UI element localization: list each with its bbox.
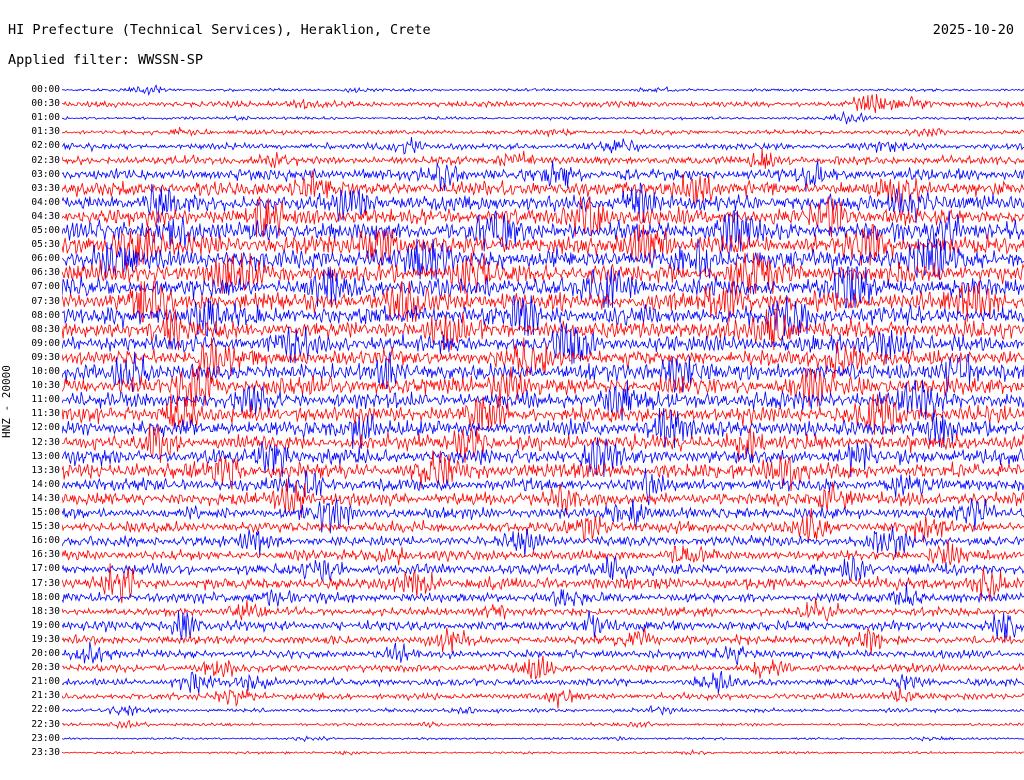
time-tick-label: 01:00	[31, 112, 60, 124]
record-date: 2025-10-20	[932, 22, 1014, 38]
time-tick-label: 09:30	[31, 351, 60, 363]
time-tick-label: 10:30	[31, 380, 60, 392]
trace-line	[62, 526, 1024, 557]
time-tick-label: 11:00	[31, 394, 60, 406]
time-tick-label: 11:30	[31, 408, 60, 420]
time-tick-label: 03:30	[31, 182, 60, 194]
trace-line	[62, 687, 1024, 708]
time-tick-label: 17:00	[31, 563, 60, 575]
time-tick-label: 16:00	[31, 535, 60, 547]
trace-line	[62, 736, 1024, 741]
time-tick-label: 18:30	[31, 605, 60, 617]
time-tick-label: 12:30	[31, 436, 60, 448]
trace-line	[62, 468, 1024, 505]
time-tick-label: 17:30	[31, 577, 60, 589]
trace-line	[62, 627, 1024, 654]
trace-line	[62, 555, 1024, 581]
time-tick-label: 14:00	[31, 478, 60, 490]
trace-line	[62, 598, 1024, 621]
time-tick-label: 00:00	[31, 84, 60, 95]
trace-line	[62, 750, 1024, 755]
time-tick-label: 15:30	[31, 521, 60, 533]
time-tick-label: 05:00	[31, 225, 60, 236]
trace-line	[62, 508, 1024, 542]
time-tick-label: 12:00	[31, 422, 60, 434]
trace-line	[62, 656, 1024, 679]
trace-line	[62, 85, 1024, 94]
time-tick-label: 01:30	[31, 126, 60, 138]
time-tick-label: 10:00	[31, 366, 60, 377]
time-tick-label: 15:00	[31, 507, 60, 518]
time-tick-label: 19:00	[31, 619, 60, 631]
applied-filter-label: Applied filter: WWSSN-SP	[8, 52, 204, 68]
time-tick-label: 23:00	[31, 732, 60, 744]
time-tick-label: 18:00	[31, 591, 60, 603]
time-tick-label: 21:30	[31, 690, 60, 702]
trace-line	[62, 671, 1024, 694]
time-tick-label: 03:00	[31, 168, 60, 180]
time-tick-label: 00:30	[31, 98, 60, 110]
time-tick-label: 04:30	[31, 210, 60, 222]
trace-line	[62, 610, 1024, 642]
trace-line	[62, 706, 1024, 716]
time-tick-label: 06:00	[31, 253, 60, 265]
time-tick-label: 16:30	[31, 549, 60, 561]
time-tick-label: 19:30	[31, 633, 60, 645]
y-axis-label-text: HNZ - 20000	[0, 365, 13, 438]
time-tick-label: 21:00	[31, 676, 60, 688]
trace-line	[62, 721, 1024, 728]
trace-line	[62, 149, 1024, 169]
time-tick-label: 09:00	[31, 337, 60, 349]
time-tick-labels	[0, 78, 62, 780]
time-tick-label: 23:30	[31, 746, 60, 758]
time-tick-label: 04:00	[31, 196, 60, 208]
page-title: HI Prefecture (Technical Services), Heraklion, Crete	[8, 22, 431, 38]
time-tick-label: 05:30	[31, 239, 60, 251]
trace-line	[62, 94, 1024, 113]
trace-line	[62, 137, 1024, 154]
time-tick-label: 22:00	[31, 704, 60, 716]
time-tick-label: 14:30	[31, 492, 60, 504]
trace-line	[62, 127, 1024, 137]
time-tick-label: 02:00	[31, 140, 60, 152]
trace-line	[62, 239, 1024, 280]
time-tick-label: 08:30	[31, 323, 60, 335]
time-tick-label: 02:30	[31, 154, 60, 166]
time-tick-label: 06:30	[31, 267, 60, 279]
time-tick-label: 08:00	[31, 309, 60, 321]
time-tick-label: 13:30	[31, 464, 60, 476]
trace-line	[62, 582, 1024, 607]
time-tick-label: 07:00	[31, 281, 60, 293]
time-tick-label: 20:00	[31, 648, 60, 659]
time-tick-label: 07:30	[31, 295, 60, 307]
chart-header	[0, 0, 1024, 78]
seismogram-plot	[0, 78, 1024, 780]
trace-line	[62, 112, 1024, 124]
time-tick-label: 13:00	[31, 450, 60, 462]
time-tick-label: 20:30	[31, 662, 60, 674]
trace-area	[62, 78, 1024, 780]
time-tick-label: 22:30	[31, 718, 60, 730]
seismogram-traces	[62, 78, 1024, 780]
